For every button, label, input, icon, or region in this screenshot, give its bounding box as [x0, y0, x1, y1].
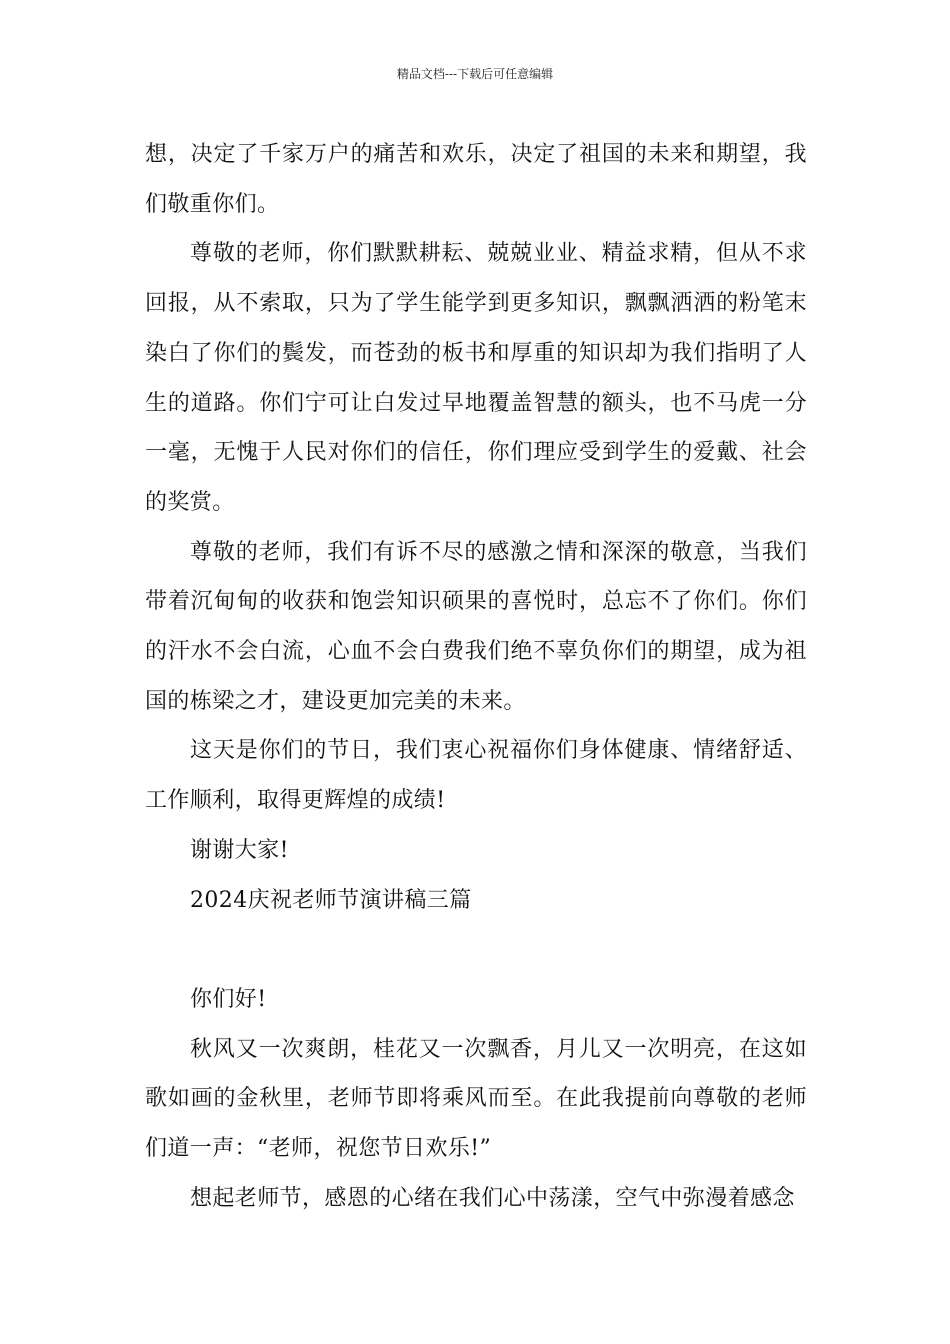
page-header: 精品文档---下载后可任意编辑	[396, 67, 554, 81]
document-body	[145, 130, 807, 1223]
paragraph-3: 尊敬的老师，我们有诉不尽的感激之情和深深的敬意，当我们带着沉甸甸的收获和饱尝知识硕果的喜悦时，总忘不了你们。你们的汗水不会白流，心血不会白费我们绝不辜负你们的期望，成为祖国的栋梁之才，建设更加完美的未来。	[145, 539, 807, 714]
paragraph-6: 秋风又一次爽朗，桂花又一次飘香，月儿又一次明亮，在这如歌如画的金秋里，老师节即将乘风而至。在此我提前向尊敬的老师们道一声：“老师，祝您节日欢乐!”	[145, 1036, 807, 1162]
paragraph-1: 想，决定了千家万户的痛苦和欢乐，决定了祖国的未来和期望，我们敬重你们。	[145, 142, 807, 217]
paragraph-4: 这天是你们的节日，我们衷心祝福你们身体健康、情绪舒适、工作顺利，取得更辉煌的成绩!	[145, 738, 807, 814]
section-title: 2024庆祝老师节演讲稿三篇	[190, 887, 472, 913]
blank-line	[145, 925, 807, 975]
paragraph-7: 想起老师节，感恩的心绪在我们心中荡漾，空气中弥漫着感念	[190, 1185, 795, 1211]
paragraph-2: 尊敬的老师，你们默默耕耘、兢兢业业、精益求精，但从不求回报，从不索取，只为了学生能学到更多知识，飘飘洒洒的粉笔末染白了你们的鬓发，而苍劲的板书和厚重的知识却为我们指明了人生的道路。你们宁可让白发过早地覆盖智慧的额头，也不马虎一分一毫，无愧于人民对你们的信任，你们理应受到学生的爱戴、社会的奖赏。	[145, 241, 807, 515]
closing-line: 谢谢大家!	[190, 837, 289, 863]
greeting: 你们好!	[190, 986, 267, 1012]
